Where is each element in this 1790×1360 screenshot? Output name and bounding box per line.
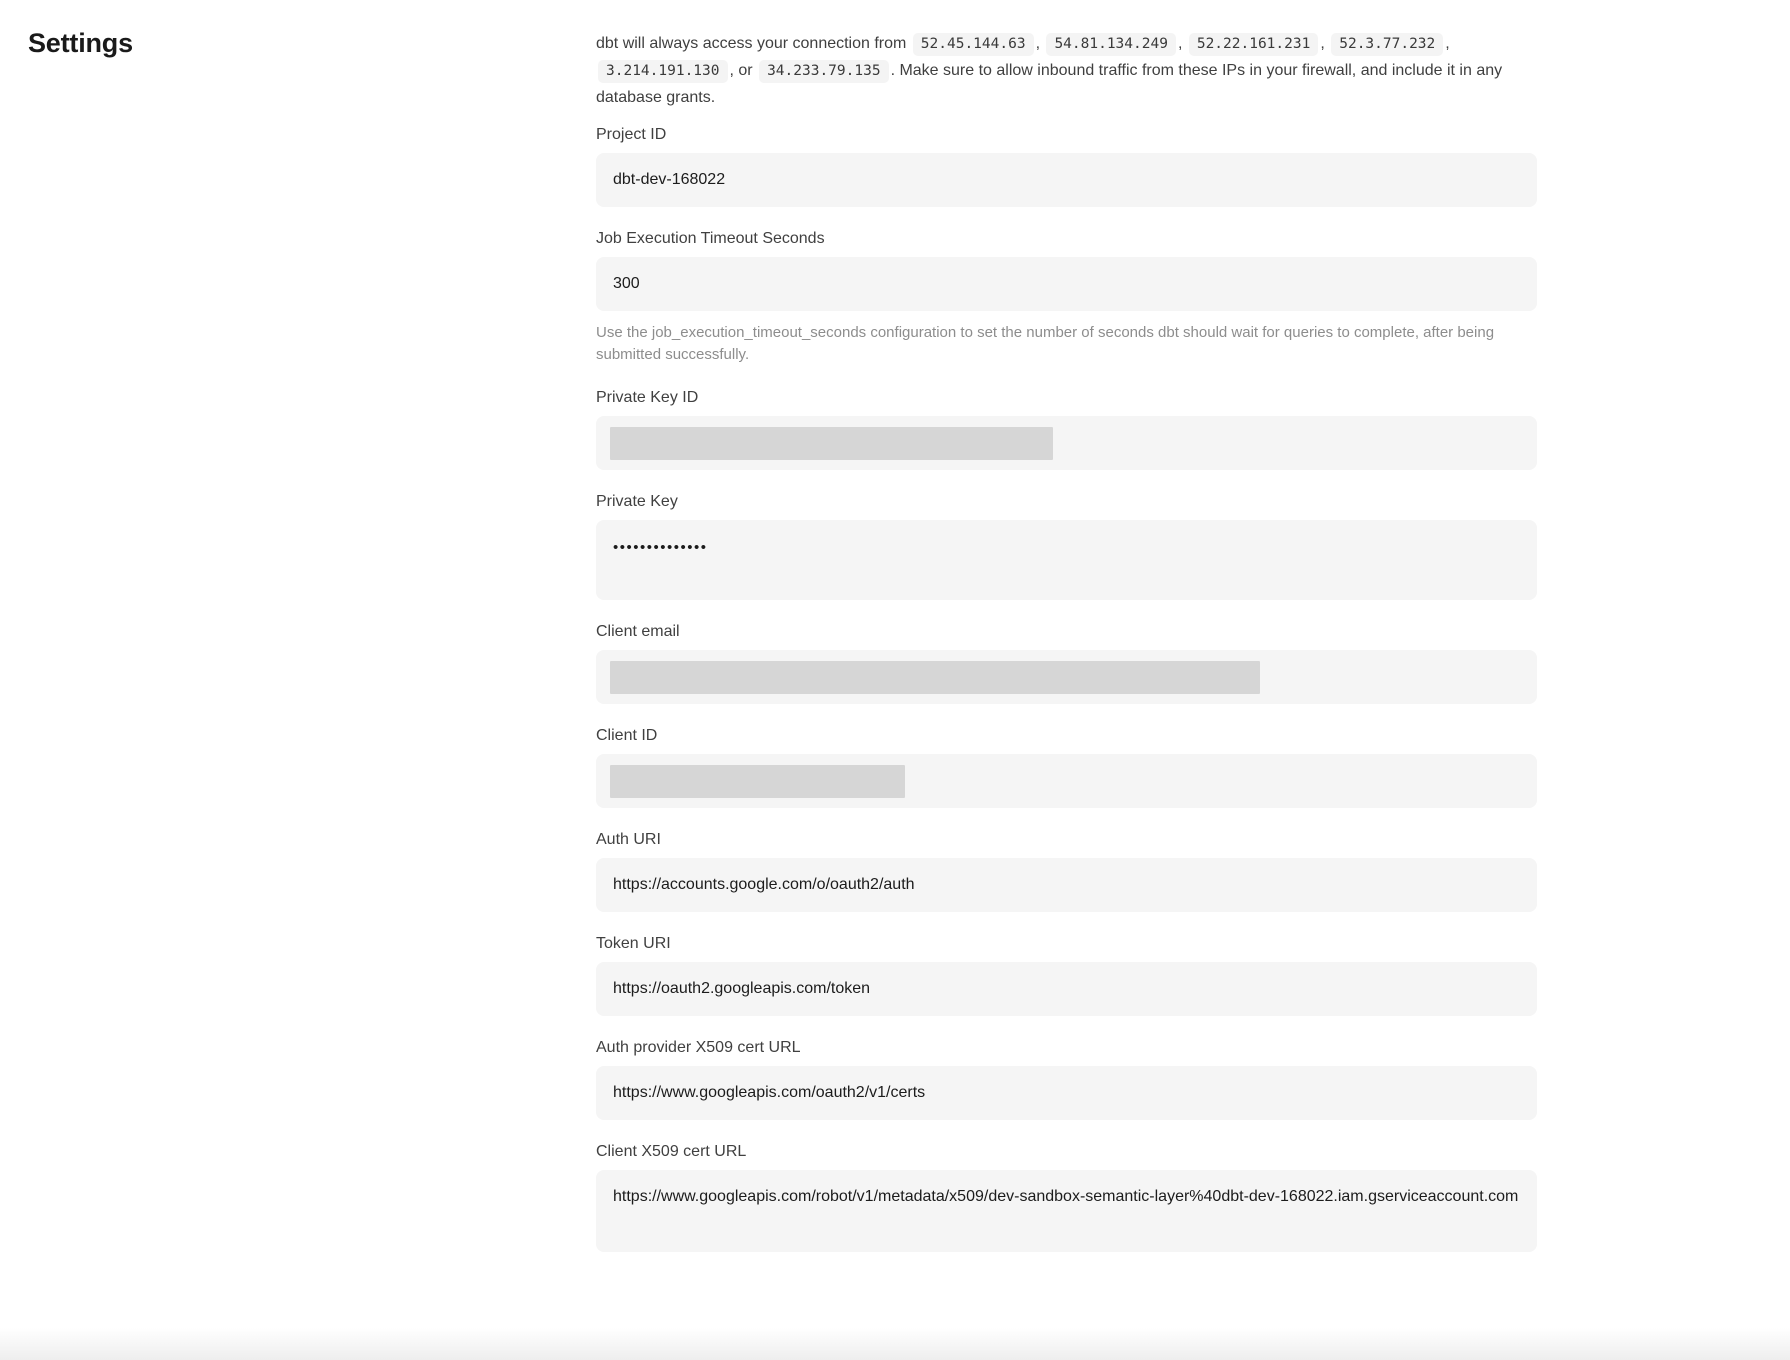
token-uri-value: https://oauth2.googleapis.com/token bbox=[613, 980, 871, 997]
client-id-label: Client ID bbox=[596, 727, 658, 744]
ip-address-chip: 52.22.161.231 bbox=[1189, 33, 1319, 56]
notice-separator: , bbox=[1177, 35, 1187, 52]
ip-address-chip: 54.81.134.249 bbox=[1046, 33, 1176, 56]
private-key-id-label: Private Key ID bbox=[596, 389, 699, 406]
token-uri-input[interactable] bbox=[596, 962, 1537, 1016]
client-cert-value: https://www.googleapis.com/robot/v1/metadata/x509/dev-sandbox-semantic-layer%40dbt-dev-168022.iam.gserviceaccount.com bbox=[613, 1188, 1519, 1205]
client-id-input[interactable] bbox=[596, 754, 1537, 808]
field-private-key bbox=[596, 492, 1537, 600]
client-cert-input[interactable] bbox=[596, 1170, 1537, 1252]
ip-address-chip: 3.214.191.130 bbox=[598, 60, 728, 83]
auth-provider-cert-label: Auth provider X509 cert URL bbox=[596, 1039, 801, 1056]
auth-uri-value: https://accounts.google.com/o/oauth2/auth bbox=[613, 876, 915, 893]
auth-uri-input[interactable] bbox=[596, 858, 1537, 912]
ip-address-chip: 52.3.77.232 bbox=[1331, 33, 1443, 56]
private-key-masked-value: •••••••••••••• bbox=[613, 539, 708, 556]
notice-separator: , bbox=[1320, 35, 1330, 52]
project-id-input[interactable] bbox=[596, 153, 1537, 207]
client-email-label: Client email bbox=[596, 623, 680, 640]
ip-address-chip: 52.45.144.63 bbox=[913, 33, 1034, 56]
notice-separator: , bbox=[1445, 35, 1450, 52]
settings-form bbox=[596, 30, 1537, 1274]
field-token-uri bbox=[596, 934, 1537, 1016]
token-uri-label: Token URI bbox=[596, 935, 671, 952]
auth-provider-cert-value: https://www.googleapis.com/oauth2/v1/certs bbox=[613, 1084, 926, 1101]
field-project-id bbox=[596, 125, 1537, 207]
auth-provider-cert-input[interactable] bbox=[596, 1066, 1537, 1120]
field-auth-provider-x509-cert-url bbox=[596, 1038, 1537, 1120]
client-email-input[interactable] bbox=[596, 650, 1537, 704]
job-timeout-input[interactable] bbox=[596, 257, 1537, 311]
connection-ip-notice bbox=[596, 30, 1537, 111]
private-key-id-input[interactable] bbox=[596, 416, 1537, 470]
redacted-value-bar bbox=[610, 661, 1260, 694]
notice-text-after: . Make sure to allow inbound traffic from these IPs in your firewall, and include it in any database grants. bbox=[596, 62, 1503, 106]
redacted-value-bar bbox=[610, 427, 1053, 460]
job-timeout-value: 300 bbox=[613, 275, 640, 292]
page-title: Settings bbox=[28, 28, 133, 58]
redacted-value-bar bbox=[610, 765, 905, 798]
field-private-key-id bbox=[596, 388, 1537, 470]
field-client-email bbox=[596, 622, 1537, 704]
notice-or: , or bbox=[729, 62, 758, 79]
job-timeout-helper-text: Use the job_execution_timeout_seconds configuration to set the number of seconds dbt should wait for queries to complete, after being submitted successfully. bbox=[596, 324, 1495, 363]
auth-uri-label: Auth URI bbox=[596, 831, 661, 848]
client-cert-label: Client X509 cert URL bbox=[596, 1143, 747, 1160]
bottom-fade-divider bbox=[0, 1328, 1790, 1360]
private-key-label: Private Key bbox=[596, 493, 678, 510]
notice-text-before: dbt will always access your connection from bbox=[596, 35, 911, 52]
ip-address-chip: 34.233.79.135 bbox=[759, 60, 889, 83]
field-client-id bbox=[596, 726, 1537, 808]
private-key-input[interactable] bbox=[596, 520, 1537, 600]
notice-separator: , bbox=[1035, 35, 1045, 52]
field-client-x509-cert-url bbox=[596, 1142, 1537, 1252]
field-job-execution-timeout bbox=[596, 229, 1537, 366]
job-timeout-label: Job Execution Timeout Seconds bbox=[596, 230, 825, 247]
project-id-label: Project ID bbox=[596, 126, 667, 143]
project-id-value: dbt-dev-168022 bbox=[613, 171, 726, 188]
field-auth-uri bbox=[596, 830, 1537, 912]
